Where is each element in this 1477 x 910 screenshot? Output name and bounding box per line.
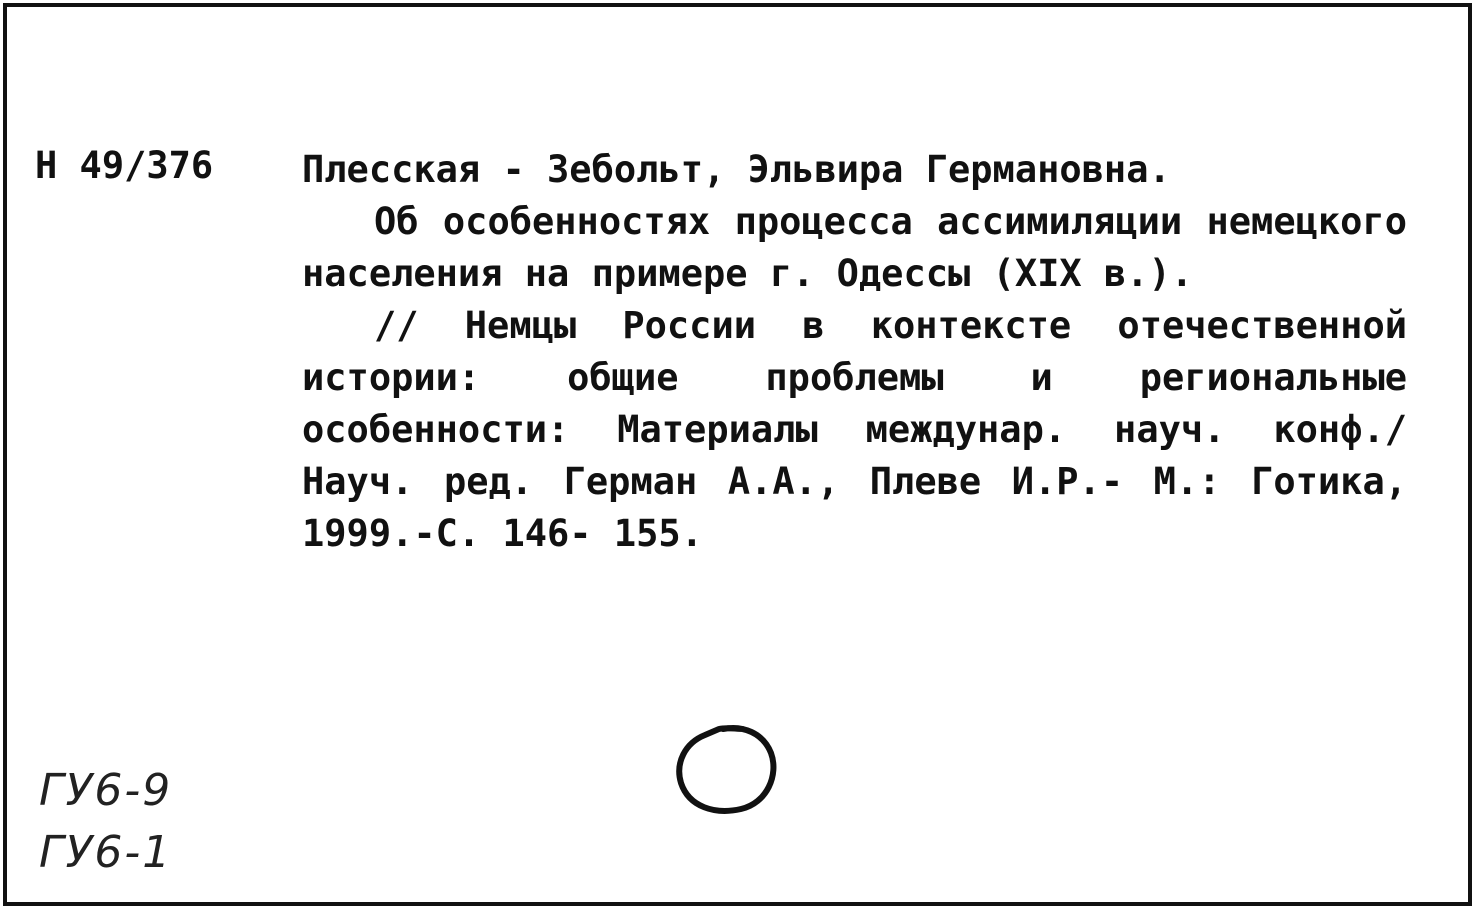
handwritten-note-1: ГУ6-9	[39, 765, 173, 816]
author-line: Плесская - Зебольт, Эльвира Германовна.	[302, 148, 1171, 191]
catalog-card	[3, 3, 1472, 906]
source-text: // Немцы России в контексте отечественной истории: общие проблемы и региональные особенности: Материалы междунар. науч. конф./ Науч. ред. Герман А.А., Плеве И.Р.- М.: Готика, 1999.-С. 146- 155.	[302, 304, 1407, 555]
bibliographic-entry	[302, 144, 1407, 560]
title-text: Об особенностях процесса ассимиляции немецкого населения на примере г. Одессы (XIX в.).	[302, 200, 1407, 295]
handwritten-note-2: ГУ6-1	[39, 827, 173, 878]
shelfmark: Н 49/376	[35, 144, 214, 187]
circle-stamp-icon	[671, 723, 783, 819]
